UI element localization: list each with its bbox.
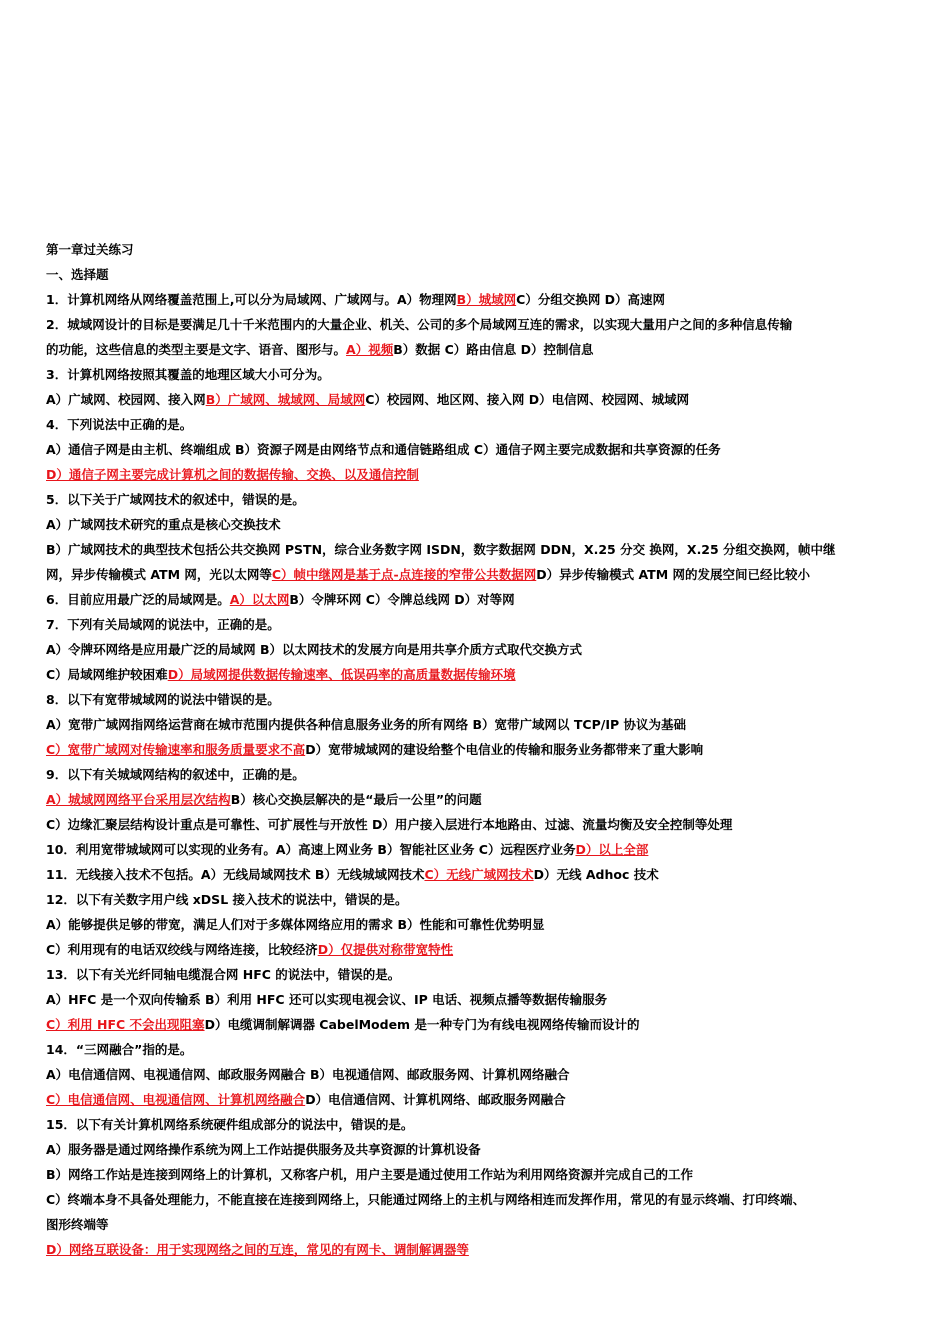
answer-highlight: C）电信通信网、电视通信网、计算机网络融合	[46, 1092, 306, 1107]
text-run: A）通信子网是由主机、终端组成 B）资源子网是由网络节点和通信链路组成 C）通信子网主要完成数据和共享资源的任务	[46, 442, 721, 457]
text-run: 网，异步传输模式 ATM 网，光以太网等	[46, 567, 272, 582]
text-line	[46, 387, 926, 412]
text-run: C）分组交换网 D）高速网	[516, 292, 666, 307]
answer-highlight: A）城域网网络平台采用层次结构	[46, 792, 231, 807]
text-line	[46, 1137, 926, 1162]
text-line	[46, 312, 926, 337]
text-run: A）电信通信网、电视通信网、邮政服务网融合 B）电视通信网、邮政服务网、计算机网络融合	[46, 1067, 570, 1082]
text-run: B）网络工作站是连接到网络上的计算机，又称客户机，用户主要是通过使用工作站为利用网络资源并完成自己的工作	[46, 1167, 694, 1182]
answer-highlight: B）广域网、城域网、局域网	[205, 392, 366, 407]
text-run: A）能够提供足够的带宽，满足人们对于多媒体网络应用的需求 B）性能和可靠性优势明显	[46, 917, 545, 932]
text-run: A）广域网技术研究的重点是核心交换技术	[46, 517, 281, 532]
text-run: 1．计算机网络从网络覆盖范围上,可以分为局域网、广域网与。A）物理网	[46, 292, 457, 307]
text-line	[46, 287, 926, 312]
text-line	[46, 912, 926, 937]
text-line	[46, 862, 926, 887]
text-run: 14．“三网融合”指的是。	[46, 1042, 193, 1057]
text-run: 13．以下有关光纤同轴电缆混合网 HFC 的说法中，错误的是。	[46, 967, 401, 982]
text-line	[46, 537, 926, 562]
text-line	[46, 737, 926, 762]
text-line	[46, 1012, 926, 1037]
text-run: D）异步传输模式 ATM 网的发展空间已经比较小	[536, 567, 810, 582]
answer-highlight: C）帧中继网是基于点-点连接的窄带公共数据网	[271, 567, 537, 582]
text-run: D）电信通信网、计算机网络、邮政服务网融合	[305, 1092, 566, 1107]
answer-highlight: C）利用 HFC 不会出现阻塞	[46, 1017, 205, 1032]
text-line	[46, 612, 926, 637]
text-run: C）终端本身不具备处理能力，不能直接在连接到网络上，只能通过网络上的主机与网络相连而发挥作用，常见的有显示终端、打印终端、	[46, 1192, 806, 1207]
text-run: C）校园网、地区网、接入网 D）电信网、校园网、城域网	[365, 392, 690, 407]
text-run: 11．无线接入技术不包括。A）无线局域网技术 B）无线城域网技术	[46, 867, 425, 882]
text-line	[46, 962, 926, 987]
text-run: 7．下列有关局域网的说法中，正确的是。	[46, 617, 280, 632]
text-line	[46, 1037, 926, 1062]
answer-highlight: A）以太网	[229, 592, 290, 607]
text-run: A）HFC 是一个双向传输系 B）利用 HFC 还可以实现电视会议、IP 电话、视频点播等数据传输服务	[46, 992, 608, 1007]
text-run: 2．城域网设计的目标是要满足几十千米范围内的大量企业、机关、公司的多个局域网互连的需求，以实现大量用户之间的多种信息传输	[46, 317, 793, 332]
text-line	[46, 987, 926, 1012]
text-run: 9．以下有关城域网结构的叙述中，正确的是。	[46, 767, 305, 782]
text-run: A）令牌环网络是应用最广泛的局域网 B）以太网技术的发展方向是用共享介质方式取代交换方式	[46, 642, 583, 657]
text-line	[46, 712, 926, 737]
text-line	[46, 462, 926, 487]
text-run: 一、选择题	[46, 267, 109, 282]
text-run: D）宽带城域网的建设给整个电信业的传输和服务业务都带来了重大影响	[305, 742, 704, 757]
text-line	[46, 337, 926, 362]
text-run: 的功能，这些信息的类型主要是文字、语音、图形与。	[46, 342, 347, 357]
text-run: C）边缘汇聚层结构设计重点是可靠性、可扩展性与开放性 D）用户接入层进行本地路由、过滤、流量均衡及安全控制等处理	[46, 817, 733, 832]
text-line	[46, 562, 926, 587]
answer-highlight: D）局域网提供数据传输速率、低误码率的高质量数据传输环境	[167, 667, 516, 682]
text-line	[46, 237, 926, 262]
text-run: B）核心交换层解决的是“最后一公里”的问题	[230, 792, 482, 807]
text-run: A）宽带广域网指网络运营商在城市范围内提供各种信息服务业务的所有网络 B）宽带广域网以 TCP/IP 协议为基础	[46, 717, 686, 732]
answer-highlight: D）网络互联设备：用于实现网络之间的互连，常见的有网卡、调制解调器等	[46, 1242, 469, 1257]
answer-highlight: D）仅提供对称带宽特性	[317, 942, 454, 957]
text-run: B）广域网技术的典型技术包括公共交换网 PSTN，综合业务数字网 ISDN，数字数据网 DDN，X.25 分交 换网，X.25 分组交换网，帧中继	[46, 542, 836, 557]
text-line	[46, 1087, 926, 1112]
text-run: C）局域网维护较困难	[46, 667, 168, 682]
text-line	[46, 812, 926, 837]
text-run: A）服务器是通过网络操作系统为网上工作站提供服务及共享资源的计算机设备	[46, 1142, 481, 1157]
answer-highlight: A）视频	[346, 342, 394, 357]
text-line	[46, 1237, 926, 1262]
text-line	[46, 412, 926, 437]
text-run: 10．利用宽带城域网可以实现的业务有。A）高速上网业务 B）智能社区业务 C）远程医疗业务	[46, 842, 576, 857]
text-line	[46, 1187, 926, 1212]
text-run: 第一章过关练习	[46, 242, 134, 257]
text-line	[46, 362, 926, 387]
text-run: B）令牌环网 C）令牌总线网 D）对等网	[289, 592, 515, 607]
text-run: 5．以下关于广域网技术的叙述中，错误的是。	[46, 492, 305, 507]
document-body	[46, 237, 926, 1262]
text-line	[46, 512, 926, 537]
text-line	[46, 637, 926, 662]
text-run: C）利用现有的电话双绞线与网络连接，比较经济	[46, 942, 318, 957]
text-run: 4．下列说法中正确的是。	[46, 417, 193, 432]
text-line	[46, 687, 926, 712]
text-run: B）数据 C）路由信息 D）控制信息	[393, 342, 594, 357]
text-run: 6．目前应用最广泛的局域网是。	[46, 592, 230, 607]
text-run: 12．以下有关数字用户线 xDSL 接入技术的说法中，错误的是。	[46, 892, 408, 907]
text-run: 图形终端等	[46, 1217, 109, 1232]
text-run: 15．以下有关计算机网络系统硬件组成部分的说法中，错误的是。	[46, 1117, 414, 1132]
text-line	[46, 1062, 926, 1087]
text-line	[46, 762, 926, 787]
text-line	[46, 662, 926, 687]
text-line	[46, 787, 926, 812]
text-line	[46, 887, 926, 912]
text-line	[46, 1212, 926, 1237]
text-line	[46, 437, 926, 462]
answer-highlight: B）城域网	[456, 292, 517, 307]
text-line	[46, 487, 926, 512]
text-run: D）电缆调制解调器 CabelModem 是一种专门为有线电视网络传输而设计的	[204, 1017, 640, 1032]
answer-highlight: D）以上全部	[575, 842, 649, 857]
text-run: D）无线 Adhoc 技术	[533, 867, 659, 882]
text-line	[46, 1112, 926, 1137]
text-line	[46, 587, 926, 612]
answer-highlight: C）宽带广域网对传输速率和服务质量要求不高	[46, 742, 306, 757]
text-run: 8．以下有宽带城域网的说法中错误的是。	[46, 692, 280, 707]
text-run: A）广域网、校园网、接入网	[46, 392, 206, 407]
answer-highlight: D）通信子网主要完成计算机之间的数据传输、交换、以及通信控制	[46, 467, 419, 482]
text-line	[46, 937, 926, 962]
answer-highlight: C）无线广域网技术	[424, 867, 534, 882]
text-line	[46, 837, 926, 862]
text-run: 3．计算机网络按照其覆盖的地理区域大小可分为。	[46, 367, 330, 382]
text-line	[46, 1162, 926, 1187]
text-line	[46, 262, 926, 287]
